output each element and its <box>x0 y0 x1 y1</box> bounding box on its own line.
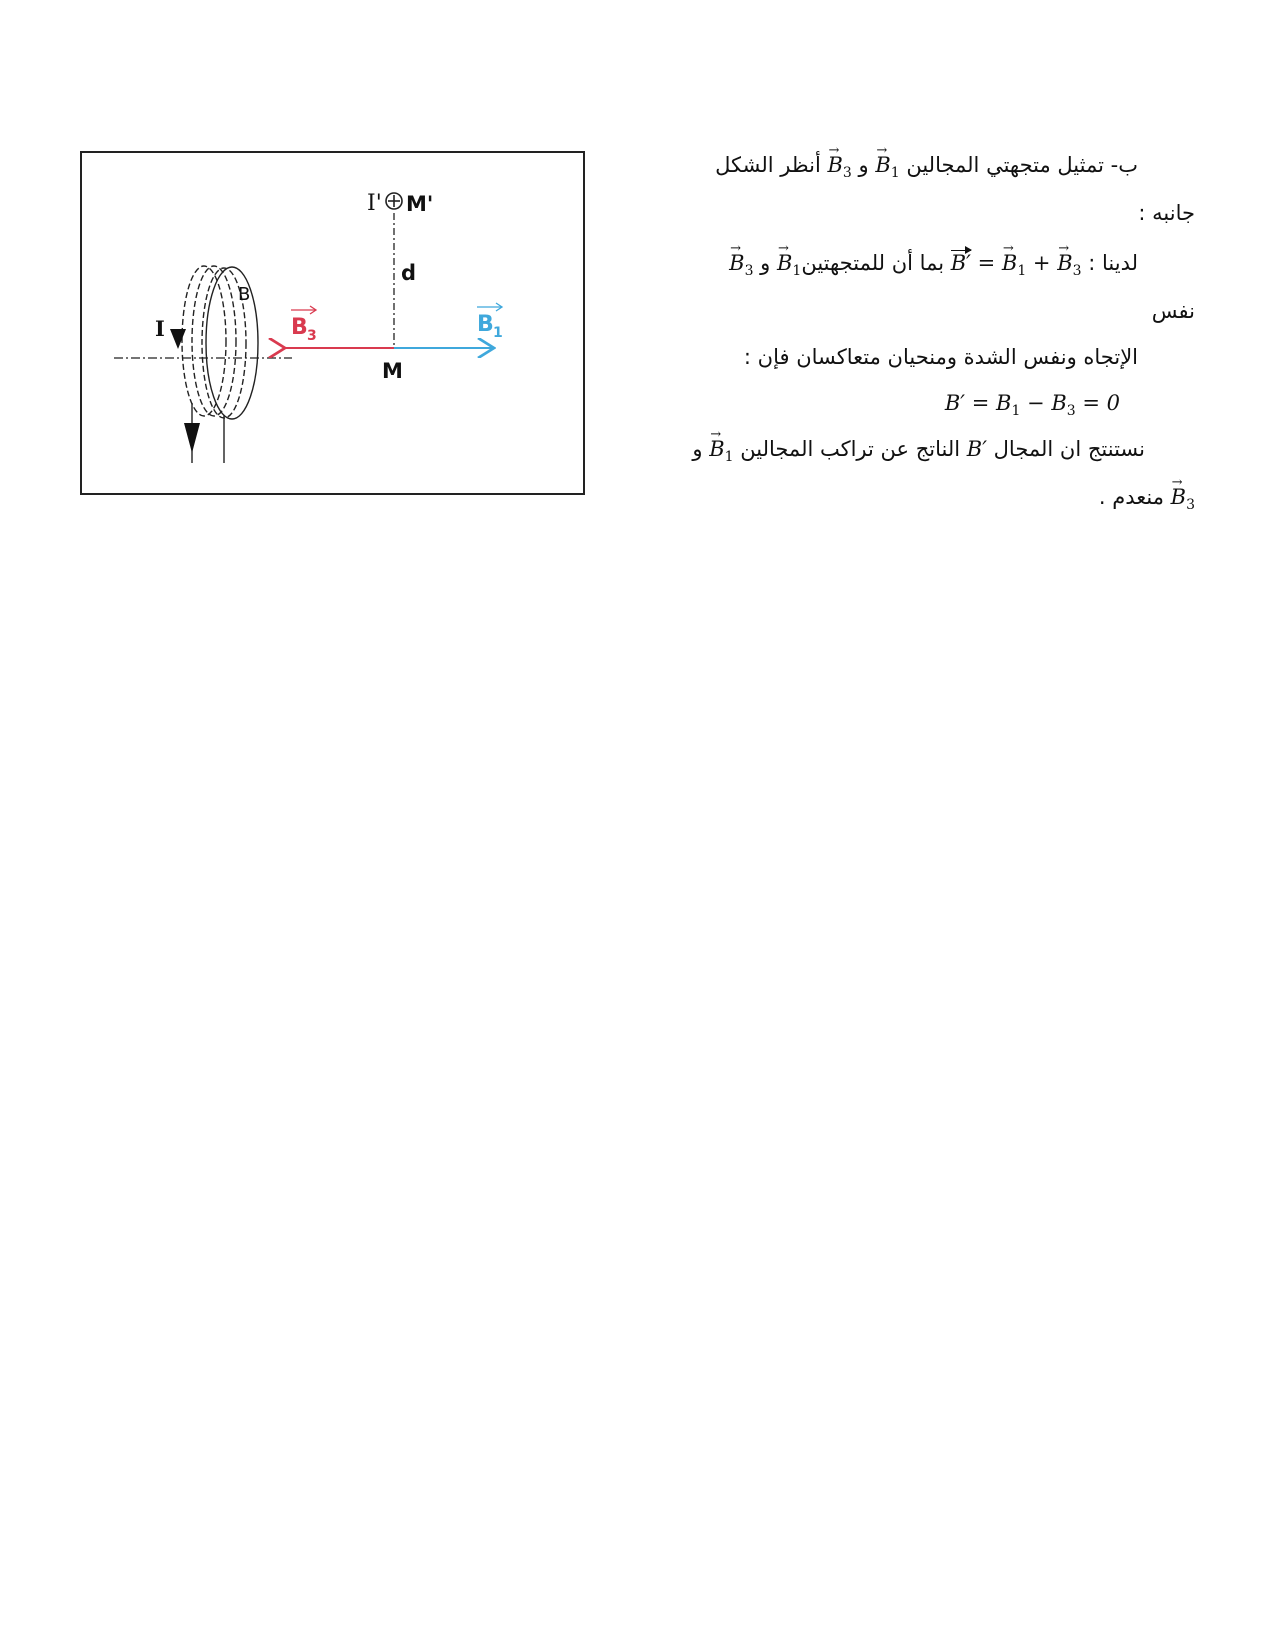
l7-a: نستنتج ان المجال <box>986 437 1145 461</box>
label-m-prime: M' <box>406 192 434 216</box>
l3-a: لدينا : <box>1081 251 1138 275</box>
l8-a: منعدم . <box>1098 485 1171 509</box>
line-4: نفس <box>1151 299 1195 323</box>
b3-symbol: → $B_3$ <box>1171 482 1195 520</box>
label-d: d <box>401 261 417 285</box>
line-2: جانبه : <box>1138 201 1195 225</box>
bprime-symbol: B′ <box>966 437 987 461</box>
current-arrow-icon <box>170 329 186 349</box>
label-b1-sub: 1 <box>493 325 503 341</box>
line-5: الإتجاه ونفس الشدة ومنحيان متعاكسان فإن : <box>743 345 1138 369</box>
wire-into-page-icon <box>386 193 402 209</box>
b1-symbol: → $B_1$ <box>875 150 899 188</box>
l1-b: و <box>851 153 876 177</box>
lead-arrow-icon <box>184 423 200 453</box>
b1-symbol: → $B_1$ <box>709 434 733 472</box>
line-8 <box>1099 482 1195 520</box>
line-6 <box>945 388 1120 426</box>
magnetic-field-figure <box>80 151 585 495</box>
b3-symbol: → $B_3$ <box>729 248 753 286</box>
label-b3: B <box>291 315 308 340</box>
result-equation: $B' = B_1 - B_3 = 0$ <box>944 391 1120 420</box>
l7-b: الناتج عن تراكب المجالين <box>733 437 967 461</box>
line-3 <box>729 248 1138 286</box>
label-b3-sub: 3 <box>307 328 317 344</box>
line-7 <box>692 434 1145 472</box>
l1-c: أنظر الشكل <box>715 153 828 177</box>
superposition-equation: B′ = → $B_1$ + → $B_3$ <box>951 248 1082 286</box>
label-i: I <box>155 316 165 341</box>
label-m: M <box>382 359 403 383</box>
l3-c: و <box>753 251 777 275</box>
figure-drawing <box>82 153 583 493</box>
label-b1: B <box>477 312 494 337</box>
label-coil-b: B <box>238 284 251 305</box>
b1-symbol: → $B_1$ <box>777 248 801 286</box>
l7-c: و <box>692 437 710 461</box>
line-1 <box>715 150 1138 188</box>
b3-symbol: → $B_3$ <box>827 150 851 188</box>
l3-b: بما أن للمتجهتين <box>801 251 951 275</box>
label-i-prime: I' <box>367 191 382 216</box>
l1-a: ب- تمثيل متجهتي المجالين <box>899 153 1138 177</box>
